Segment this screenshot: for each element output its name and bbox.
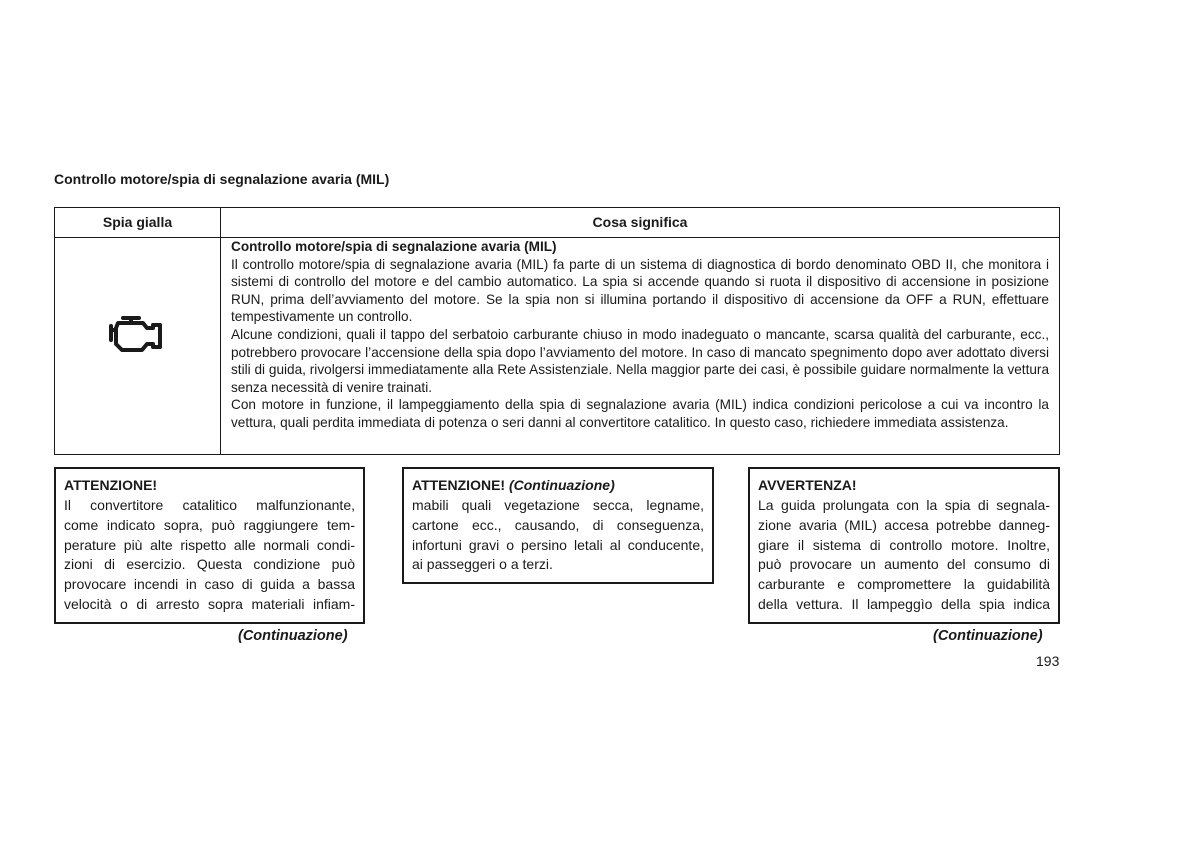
warning-box-2-title-suffix: (Continuazione): [508, 477, 615, 493]
caution-box-line: della vettura. Il lampeggìo della spia indica: [758, 595, 1050, 612]
description-paragraph-3: Con motore in funzione, il lampeggiamento della spia di segnalazione avaria (MIL) indica condizioni pericolose a cui va incontro la vettura, quali perdita immediata di potenza o seri danni al convertitore catalitico. In questo caso, richiedere immediata assistenza.: [231, 397, 1049, 430]
warning-box-2-line: infortuni gravi o persino letali al conducente,: [412, 536, 704, 553]
caution-box-line: può provocare un aumento del consumo di: [758, 556, 1050, 573]
warning-box-1-line: come indicato sopra, può raggiungere tem-: [64, 516, 355, 533]
caution-box-line: zione avaria (MIL) accesa potrebbe danneg-: [758, 516, 1050, 533]
warning-box-1-body: [64, 496, 355, 615]
caution-box: [748, 467, 1060, 624]
page-number: 193: [1036, 653, 1060, 669]
caution-box-line: La guida prolungata con la spia di segnala-: [758, 497, 1050, 513]
description-paragraph-2: Alcune condizioni, quali il tappo del serbatoio carburante chiuso in modo inadeguato o mancante, scarsa qualità del carburante, ecc., potrebbero provocare l’accensione della spia dopo l’avviamento del motore. In caso di mancato spegnimento dopo aver adottato diversi stili di guida, rivolgersi immediatamente alla Rete Assistenziale. Nella maggior parte dei casi, è possibile guidare normalmente la vettura senza necessità di venire trainati.: [231, 326, 1049, 395]
description-paragraph-1: Il controllo motore/spia di segnalazione avaria (MIL) fa parte di un sistema di diagnostica di bordo denominato OBD II, che monitora i sistemi di controllo del motore e del cambio automatico. La spia si accende quando si ruota il dispositivo di accensione in posizione RUN, prima dell’avviamento del motore. Se la spia non si illumina portando il dispositivo di accensione da OFF a RUN, effettuare tempestivamente un controllo.: [231, 256, 1049, 325]
icon-cell: [55, 238, 220, 454]
warning-box-2-title: [412, 474, 704, 496]
meaning-cell: [231, 238, 1049, 432]
header-warning-light: Spia gialla: [102, 214, 173, 230]
warning-light-table: [54, 207, 1060, 455]
warning-box-2-body: [412, 496, 704, 575]
continuation-label-left: (Continuazione): [238, 628, 348, 644]
warning-box-2-line: cartone ecc., causando, di conseguenza,: [412, 516, 704, 533]
warning-box-1: [54, 467, 365, 624]
warning-box-2-title-text: ATTENZIONE!: [412, 477, 506, 493]
warning-box-2: [402, 467, 714, 584]
warning-box-1-title: ATTENZIONE!: [64, 477, 158, 493]
warning-box-1-line: provocare incendi in caso di guida a bassa: [64, 576, 355, 593]
warning-box-1-line: velocità o di arresto sopra materiali infiam-: [64, 595, 355, 612]
header-meaning: Cosa significa: [592, 214, 688, 230]
column-divider: [220, 208, 221, 454]
engine-icon: [108, 316, 164, 354]
caution-box-line: giare il sistema di controllo motore. Inoltre,: [758, 536, 1050, 553]
caution-box-title: AVVERTENZA!: [758, 477, 857, 493]
continuation-label-right: (Continuazione): [933, 628, 1043, 644]
warning-box-1-line: zioni di esercizio. Questa condizione può: [64, 556, 355, 573]
section-title: Controllo motore/spia di segnalazione avaria (MIL): [54, 171, 390, 187]
warning-box-1-line: perature più alte rispetto alle normali condi-: [64, 536, 355, 553]
table-header-row: [55, 208, 1059, 238]
warning-box-2-line: ai passeggeri o a terzi.: [412, 556, 553, 573]
caution-box-line: carburante e compromettere la guidabilità: [758, 576, 1050, 593]
row-title: Controllo motore/spia di segnalazione avaria (MIL): [231, 239, 557, 254]
caution-box-body: [758, 496, 1050, 615]
warning-box-2-line: mabili quali vegetazione secca, legname,: [412, 497, 704, 513]
warning-box-1-line: Il convertitore catalitico malfunzionante,: [64, 497, 355, 513]
